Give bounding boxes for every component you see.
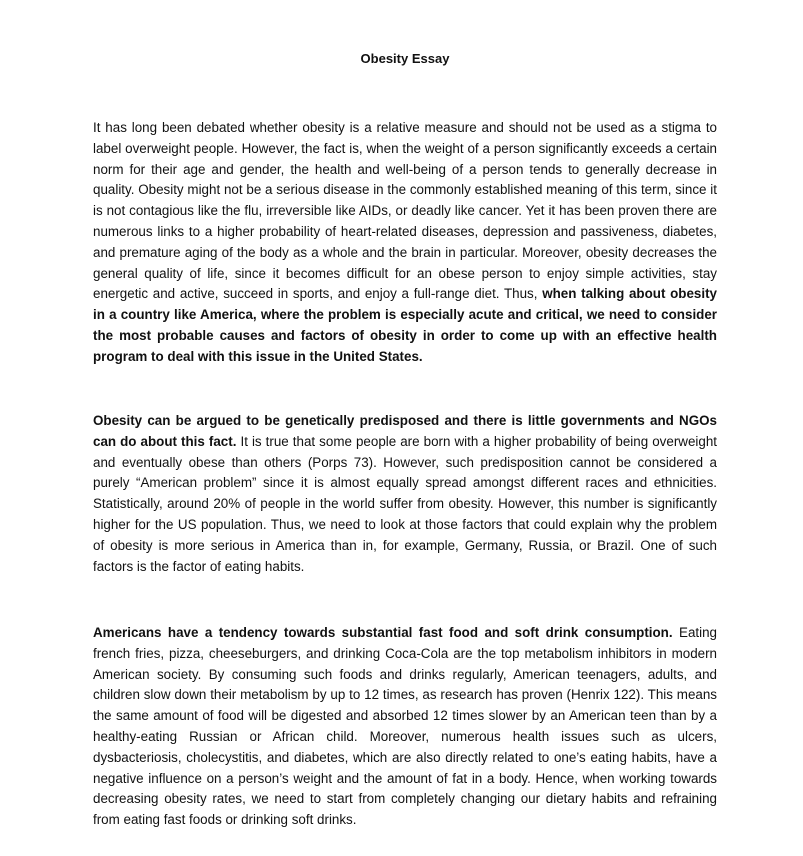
document-title: Obesity Essay <box>360 51 450 66</box>
thesis-statement: when talking about obesity in a country like America, where the problem is especially acute and critical, we need to consider the most probable causes and factors of obesity in order to come up with an effective health program to deal with this issue in the United States. <box>93 286 717 364</box>
paragraph-introduction <box>93 118 717 368</box>
topic-sentence: Obesity can be argued to be genetically predisposed and there is little governments and NGOs can do about this fact. <box>93 413 717 449</box>
paragraph-genetics <box>93 411 717 577</box>
topic-sentence: Americans have a tendency towards substantial fast food and soft drink consumption. <box>93 625 673 640</box>
paragraph-eating-habits <box>93 623 717 831</box>
paragraph-body-text: It is true that some people are born with a higher probability of being overweight and eventually obese than others (Porps 73). However, such predisposition cannot be considered a purely “American problem” since it is almost equally spread amongst different races and ethnicities. Statistically, around 20% of people in the world suffer from obesity. However, this number is significantly higher for the US population. Thus, we need to look at those factors that could explain why the problem of obesity is more serious in America than in, for example, Germany, Russia, or Brazil. One of such factors is the factor of eating habits. <box>93 433 717 574</box>
paragraph-body-text: Eating french fries, pizza, cheeseburgers, and drinking Coca-Cola are the top metabolism inhibitors in modern American society. By consuming such foods and drinks regularly, American teenagers, adults, and children slow down their metabolism by up to 12 times, as research has proven (Henrix 122). This means the same amount of food will be digested and absorbed 12 times slower by an American teen than by a healthy-eating Russian or African child. Moreover, numerous health issues such as ulcers, dysbacteriosis, cholecystitis, and diabetes, which are also directly related to one’s eating habits, have a negative influence on a person’s weight and the amount of fat in a body. Hence, when working towards decreasing obesity rates, we need to start from completely changing our dietary habits and refraining from eating fast foods or drinking soft drinks. <box>93 625 717 828</box>
paragraph-body-text: It has long been debated whether obesity is a relative measure and should not be used as a stigma to label overweight people. However, the fact is, when the weight of a person significantly exceeds a certain norm for their age and gender, the health and well-being of a person tends to generally decrease in quality. Obesity might not be a serious disease in the commonly established meaning of this term, since it is not contagious like the flu, irreversible like AIDs, or deadly like cancer. Yet it has been proven there are numerous links to a higher probability of heart-related diseases, depression and passiveness, diabetes, and premature aging of the body as a whole and the brain in particular. Moreover, obesity decreases the general quality of life, since it becomes difficult for an obese person to enjoy simple activities, stay energetic and active, succeed in sports, and enjoy a full-range diet. Thus, <box>93 120 717 302</box>
